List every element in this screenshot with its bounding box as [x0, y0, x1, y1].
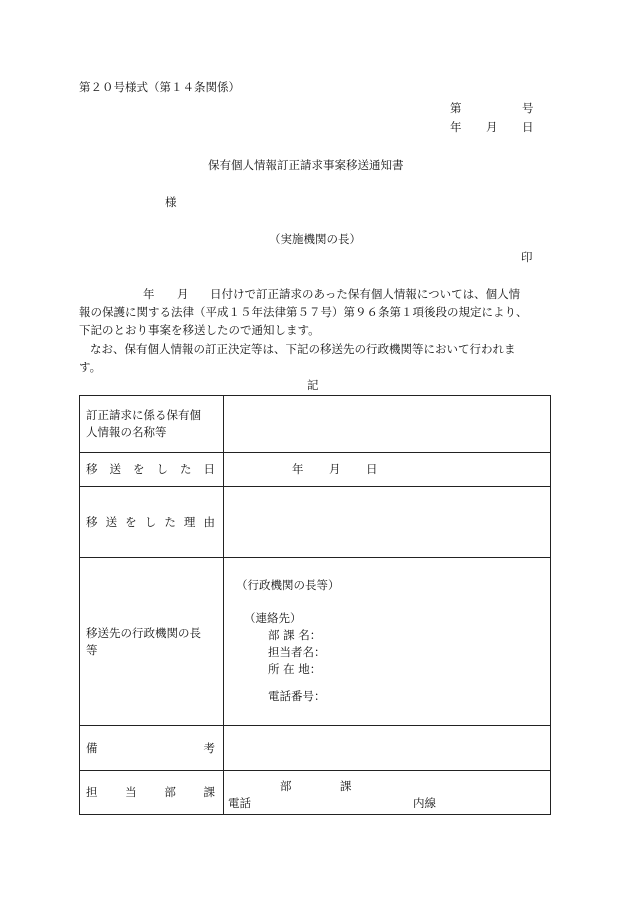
row-value-reason	[224, 487, 551, 558]
destination-head: （行政機関の長等）	[236, 578, 340, 592]
label-char: 考	[203, 740, 215, 755]
body-line-3: 下記のとおり事案を移送したので通知します。	[79, 323, 320, 337]
transfer-year: 年	[292, 462, 304, 476]
row-value-remarks	[224, 726, 551, 771]
contact-person: 担当者名：	[268, 645, 326, 659]
contact-phone: 電話番号：	[268, 689, 326, 703]
label-char: 送	[109, 462, 121, 476]
label-char: 送	[105, 514, 118, 529]
table-row	[80, 771, 551, 815]
row-label-name	[80, 396, 224, 453]
row-value-destination	[224, 558, 551, 726]
label-char: た	[164, 514, 176, 529]
table-row	[80, 726, 551, 771]
label-char: 移	[86, 514, 98, 529]
seal-mark: 印	[521, 250, 533, 264]
ki-heading: 記	[307, 378, 319, 392]
label-char: 移	[86, 462, 98, 476]
form-number: 第２０号様式（第１４条関係）	[79, 80, 240, 94]
body-month: 月	[177, 287, 189, 301]
label-char: し	[156, 462, 168, 476]
label-char: を	[133, 462, 145, 476]
contact-address: 所 在 地：	[268, 662, 322, 676]
date-year: 年	[450, 120, 462, 134]
date-day: 日	[522, 120, 534, 134]
row-label-destination-line-1: 移送先の行政機関の長	[86, 625, 201, 640]
transfer-day: 日	[366, 462, 378, 476]
row-label-section	[80, 771, 224, 815]
row-label-remarks	[80, 726, 224, 771]
row-value-date	[224, 453, 551, 487]
table-row	[80, 453, 551, 487]
label-char: し	[144, 514, 157, 529]
label-char: 当	[125, 785, 137, 799]
row-label-reason	[80, 487, 224, 558]
label-char: 備	[86, 740, 98, 755]
contact-heading: （連絡先）	[244, 611, 302, 625]
transfer-details-table	[79, 395, 551, 815]
body-line-4: なお、保有個人情報の訂正決定等は、下記の移送先の行政機関等において行われま	[90, 342, 516, 356]
label-char: を	[125, 514, 137, 529]
label-char: 課	[203, 785, 215, 799]
row-label-destination	[80, 558, 224, 726]
contact-department: 部 課 名：	[268, 628, 322, 642]
row-label-date	[80, 453, 224, 487]
section-bu: 部	[280, 779, 292, 793]
label-char: 担	[86, 785, 98, 799]
section-ka: 課	[340, 779, 352, 793]
transfer-month: 月	[329, 462, 341, 476]
table-row	[80, 396, 551, 453]
row-label-destination-line-2: 等	[86, 642, 98, 657]
label-char: た	[180, 462, 192, 476]
body-line-1: 日付けで訂正請求のあった保有個人情報については、個人情	[210, 287, 521, 301]
section-phone: 電話	[228, 796, 251, 810]
row-label-name-line-2: 人情報の名称等	[86, 425, 167, 439]
doc-no-suffix: 号	[522, 101, 534, 115]
body-line-5: す。	[79, 360, 102, 374]
label-char: 由	[203, 514, 215, 529]
row-label-name-line-1: 訂正請求に係る保有個	[86, 408, 201, 422]
label-char: 部	[164, 785, 176, 799]
body-year: 年	[143, 287, 155, 301]
addressee-suffix: 様	[165, 195, 177, 209]
sender-title: （実施機関の長）	[269, 232, 361, 246]
label-char: 理	[183, 514, 196, 529]
doc-no-prefix: 第	[450, 101, 462, 115]
row-value-name	[224, 396, 551, 453]
date-month: 月	[486, 120, 498, 134]
row-value-section	[224, 771, 551, 815]
table-row	[80, 558, 551, 726]
label-char: 日	[203, 462, 215, 476]
table-row	[80, 487, 551, 558]
document-title: 保有個人情報訂正請求事案移送通知書	[208, 158, 404, 172]
section-extension: 内線	[413, 796, 436, 810]
body-line-2: 報の保護に関する法律（平成１５年法律第５７号）第９６条第１項後段の規定により、	[79, 305, 528, 319]
